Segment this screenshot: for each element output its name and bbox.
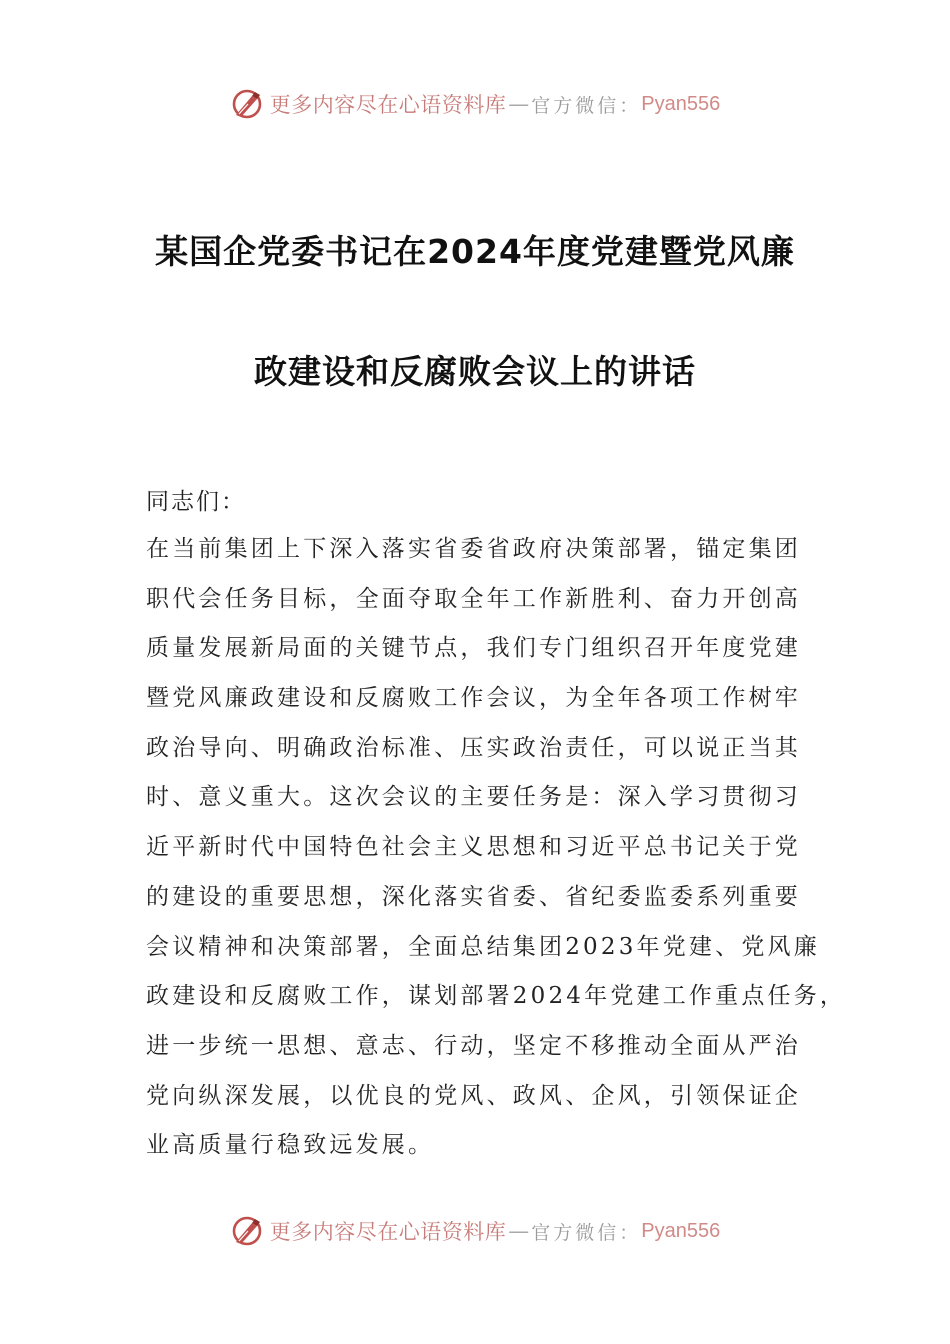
title-line-1: 某国企党委书记在2024年度党建暨党风廉 [155,232,795,271]
body-line: 会议精神和决策部署，全面总结集团2023年党建、党风廉 [146,933,820,960]
body-line: 党向纵深发展，以优良的党风、政风、企风，引领保证企 [146,1082,801,1109]
header-dash: — [508,92,530,116]
footer-dash: — [508,1219,530,1243]
body-line: 暨党风廉政建设和反腐败工作会议，为全年各项工作树牢 [146,685,801,712]
header-official-label: 官方微信： [531,94,642,117]
body-line: 时、意义重大。这次会议的主要任务是：深入学习贯彻习 [146,784,801,811]
header-banner [0,84,950,124]
footer-slogan: 更多内容尽在心语资料库 [269,1220,507,1244]
body-line: 的建设的重要思想，深化落实省委、省纪委监委系列重要 [146,883,801,910]
body-paragraph [146,533,846,1179]
body-line: 政建设和反腐败工作，谋划部署2024年党建工作重点任务， [146,983,847,1010]
pen-nib-logo-icon [230,87,264,121]
header-slogan: 更多内容尽在心语资料库 [269,93,507,117]
body-line: 业高质量行稳致远发展。 [146,1132,435,1159]
body-line: 职代会任务目标，全面夺取全年工作新胜利、奋力开创高 [146,585,801,612]
pen-nib-logo-icon [230,1214,264,1248]
title-line-2: 政建设和反腐败会议上的讲话 [254,352,696,391]
body-line: 近平新时代中国特色社会主义思想和习近平总书记关于党 [146,834,801,861]
header-wechat-id: Pyan556 [641,92,721,115]
body-line: 质量发展新局面的关键节点，我们专门组织召开年度党建 [146,635,801,662]
footer-official-label: 官方微信： [531,1221,642,1244]
greeting: 同志们： [146,489,246,515]
body-line: 在当前集团上下深入落实省委省政府决策部署，锚定集团 [146,536,801,562]
footer-wechat-id: Pyan556 [641,1219,721,1242]
footer-banner [0,1211,950,1251]
body-line: 政治导向、明确政治标准、压实政治责任，可以说正当其 [146,734,801,761]
body-line: 进一步统一思想、意志、行动，坚定不移推动全面从严治 [146,1032,801,1059]
